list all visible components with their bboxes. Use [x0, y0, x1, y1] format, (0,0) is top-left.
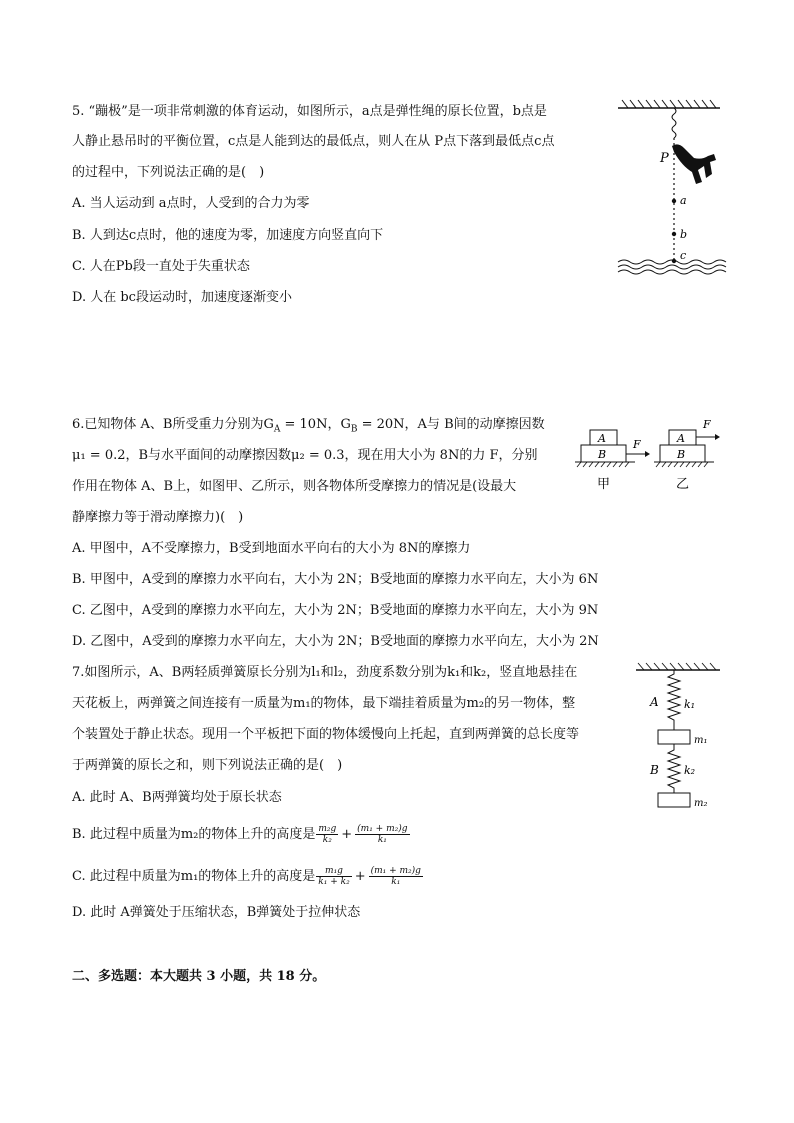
q7-option-a: A. 此时 A、B两弹簧均处于原长状态	[72, 790, 282, 805]
q5-option-a: A. 当人运动到 a点时，人受到的合力为零	[72, 196, 310, 211]
friction-figure	[575, 418, 725, 498]
q7-option-c: C. 此过程中质量为m₁的物体上升的高度是 $\frac{\text{m₁g}}{\text{k₁ + k₂}}$ + $\frac{\text{(m₁ + m₂)g}}{\text{k₁}}$	[72, 866, 421, 887]
q5-option-d: D. 人在 bc段运动时，加速度逐渐变小	[72, 290, 292, 305]
q5-option-b: B. 人到达c点时，他的速度为零，加速度方向竖直向下	[72, 228, 384, 243]
q7-b-fraction-2: $\frac{\text{(m₁ + m₂)g}}{\text{k₁}}$	[357, 824, 408, 845]
q6-stem-line2: μ₁ = 0.2，B与水平面间的动摩擦因数μ₂ = 0.3，现在用大小为 8N的力 F，分别	[72, 448, 538, 463]
m1-label: m₁	[694, 735, 708, 746]
q7-c-fraction-2: $\frac{\text{(m₁ + m₂)g}}{\text{k₁}}$	[370, 866, 421, 887]
q7-b-fraction-1: $\frac{\text{m₂g}}{\text{k₂}}$	[318, 824, 337, 845]
q6-option-a: A. 甲图中，A不受摩擦力，B受到地面水平向右的大小为 8N的摩擦力	[72, 541, 471, 556]
q6-option-c: C. 乙图中，A受到的摩擦力水平向左，大小为 2N；B受地面的摩擦力水平向左，大小为 9N	[72, 603, 599, 618]
label-b: b	[680, 228, 688, 241]
label-a: a	[680, 194, 687, 207]
k2-label: k₂	[684, 764, 696, 777]
yi-force-label: F	[703, 418, 711, 431]
m2-label: m₂	[694, 798, 708, 809]
yi-block-b-label: B	[677, 448, 686, 461]
spring-a-label: A	[650, 695, 659, 709]
q7-stem-line1: 7.如图所示，A、B两轻质弹簧原长分别为l₁和l₂，劲度系数分别为k₁和k₂，竖直地悬挂在	[72, 665, 578, 680]
jia-block-b-label: B	[598, 448, 607, 461]
q5-stem-line1: 5. “蹦极”是一项非常刺激的体育运动，如图所示，a点是弹性绳的原长位置，b点是	[72, 104, 547, 119]
bungee-figure	[612, 96, 727, 281]
q7-stem-line4: 于两弹簧的原长之和，则下列说法正确的是( )	[72, 758, 343, 773]
section-multiple-choice-header: 二、多选题：本大题共 3 小题，共 18 分。	[72, 969, 326, 984]
q6-option-d: D. 乙图中，A受到的摩擦力水平向左，大小为 2N；B受地面的摩擦力水平向左，大小为 2N	[72, 634, 599, 649]
q5-stem-line3: 的过程中，下列说法正确的是( )	[72, 165, 265, 180]
q5-stem-line2: 人静止悬吊时的平衡位置，c点是人能到达的最低点，则人在从 P点下落到最低点c点	[72, 134, 555, 149]
q6-stem-line3: 作用在物体 A、B上，如图甲、乙所示，则各物体所受摩擦力的情况是(设最大	[72, 479, 517, 494]
q7-option-d: D. 此时 A弹簧处于压缩状态，B弹簧处于拉伸状态	[72, 905, 361, 920]
yi-caption: 乙	[676, 477, 690, 492]
jia-block-a-label: A	[598, 432, 606, 445]
q7-stem-line2: 天花板上，两弹簧之间连接有一质量为m₁的物体，最下端挂着质量为m₂的另一物体，整	[72, 696, 576, 711]
jia-force-label: F	[633, 438, 641, 451]
q6-option-b: B. 甲图中，A受到的摩擦力水平向右，大小为 2N；B受地面的摩擦力水平向左，大小为 6N	[72, 572, 599, 587]
yi-block-a-label: A	[677, 432, 685, 445]
spring-figure	[632, 660, 727, 812]
jia-caption: 甲	[597, 477, 611, 492]
label-p: P	[660, 151, 669, 166]
q7-c-fraction-1: $\frac{\text{m₁g}}{\text{k₁ + k₂}}$	[318, 866, 350, 887]
q6-stem-line1: 6.已知物体 A、B所受重力分别为$G_A = 10N$，$G_B = 20N$，A与 B间的动摩擦因数	[72, 417, 545, 435]
q7-option-b: B. 此过程中质量为m₂的物体上升的高度是 $\frac{\text{m₂g}}{\text{k₂}}$ + $\frac{\text{(m₁ + m₂)g}}{\text{k₁}}$	[72, 824, 408, 845]
q5-option-c: C. 人在Pb段一直处于失重状态	[72, 259, 250, 274]
q6-stem-line4: 静摩擦力等于滑动摩擦力)( )	[72, 510, 244, 525]
k1-label: k₁	[684, 698, 696, 711]
label-c: c	[680, 249, 687, 262]
q7-stem-line3: 个装置处于静止状态。现用一个平板把下面的物体缓慢向上托起，直到两弹簧的总长度等	[72, 727, 580, 742]
spring-b-label: B	[650, 763, 659, 777]
